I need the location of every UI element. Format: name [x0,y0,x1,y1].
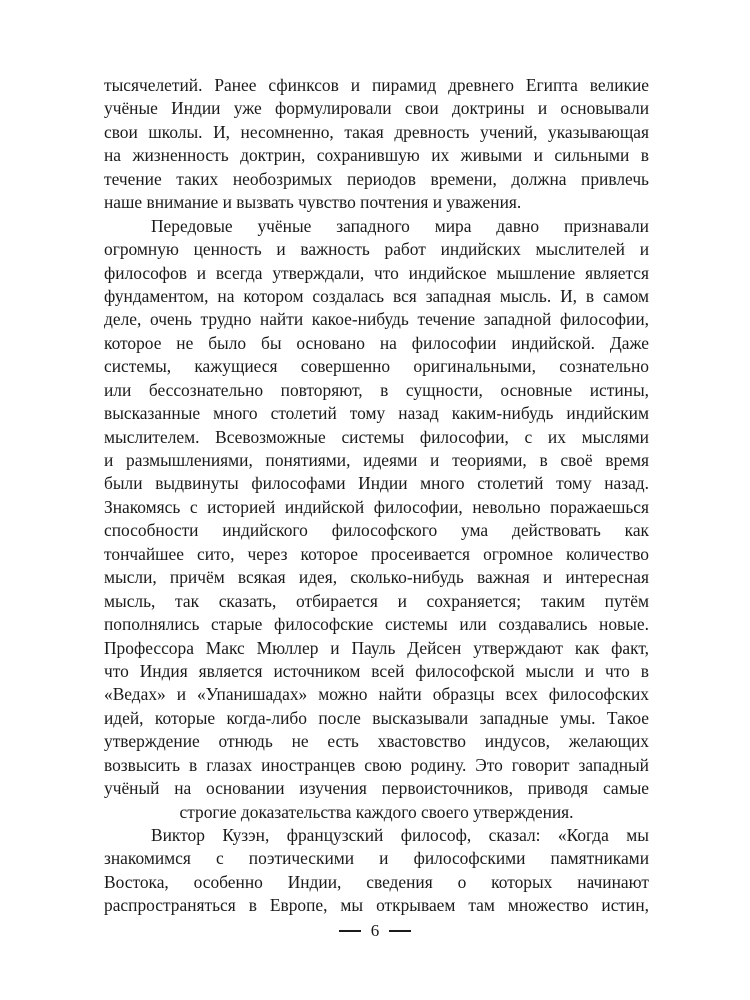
text-line: распространяться в Европе, мы открываем там множество истин, [104,895,649,916]
text-line: утверждение отнюдь не есть хвастовство индусов, желающих [104,731,649,752]
text-line: деле, очень трудно найти какое-нибудь течение западной философии, [104,309,649,330]
text-line: или бессознательно повторяют, в сущности, основные истины, [104,379,649,400]
text-line: мысль, так сказать, отбирается и сохраняется; таким путём [104,590,649,611]
text-line: Востока, особенно Индии, сведения о которых начинают [104,871,649,892]
paragraph [104,74,649,215]
text-line: течение таких необозримых периодов времени, должна привлечь [104,168,649,189]
page-number: 6 [370,921,380,940]
text-line: свои школы. И, несомненно, такая древность учений, указывающая [104,121,649,142]
text-line: «Ведах» и «Упанишадах» можно найти образцы всех философских [104,684,649,705]
text-line: Передовые учёные западного мира давно признавали [151,215,649,236]
page-footer [0,918,750,944]
text-line: пополнялись старые философские системы или создавались новые. [104,614,649,635]
text-line: идей, которые когда-либо после высказывали западные умы. Такое [104,707,649,728]
text-line: и размышлениями, понятиями, идеями и теориями, в своё время [104,450,649,470]
text-line: тончайшее сито, через которое просеивается огромное количество [104,543,649,564]
text-line: строгие доказательства каждого своего утверждения. [179,801,574,822]
text-line: мыслителем. Всевозможные системы философии, с их мыслями [104,426,649,447]
text-line: учёные Индии уже формулировали свои доктрины и основывали [104,98,649,119]
text-line: философов и всегда утверждали, что индийское мышление является [104,262,649,283]
text-line: Профессора Макс Мюллер и Пауль Дейсен утверждают как факт, [104,637,649,658]
right-dash [389,930,411,932]
text-line: на жизненность доктрин, сохранившую их живыми и сильными в [104,145,649,166]
text-line: Знакомясь с историей индийской философии, невольно поражаешься [104,496,649,517]
text-line: тысячелетий. Ранее сфинксов и пирамид древнего Египта великие [104,75,649,95]
text-line: учёный на основании изучения первоисточников, приводя самые [104,778,649,799]
left-dash [339,930,361,932]
text-line: были выдвинуты философами Индии много столетий тому назад. [104,473,649,494]
text-line: знакомимся с поэтическими и философскими памятниками [104,848,649,869]
paragraph [104,824,649,918]
text-line: Виктор Кузэн, французский философ, сказал: «Когда мы [151,825,649,845]
text-line: возвысить в глазах иностранцев свою родину. Это говорит западный [104,754,649,775]
paragraph [104,215,649,824]
text-line: что Индия является источником всей философской мысли и что в [104,660,649,681]
text-line: системы, кажущиеся совершенно оригинальными, сознательно [104,356,649,377]
text-line: фундаментом, на котором создалась вся западная мысль. И, в самом [104,285,649,306]
text-line: которое не было бы основано на философии индийской. Даже [104,332,649,353]
text-line: огромную ценность и важность работ индийских мыслителей и [104,239,649,260]
body-text [104,74,649,918]
text-line: способности индийского философского ума действовать как [104,520,649,541]
text-line: высказанные много столетий тому назад каким-нибудь индийским [104,403,649,424]
text-line: наше внимание и вызвать чувство почтения и уважения. [104,192,522,213]
text-line: мысли, причём всякая идея, сколько-нибудь важная и интересная [104,567,649,588]
